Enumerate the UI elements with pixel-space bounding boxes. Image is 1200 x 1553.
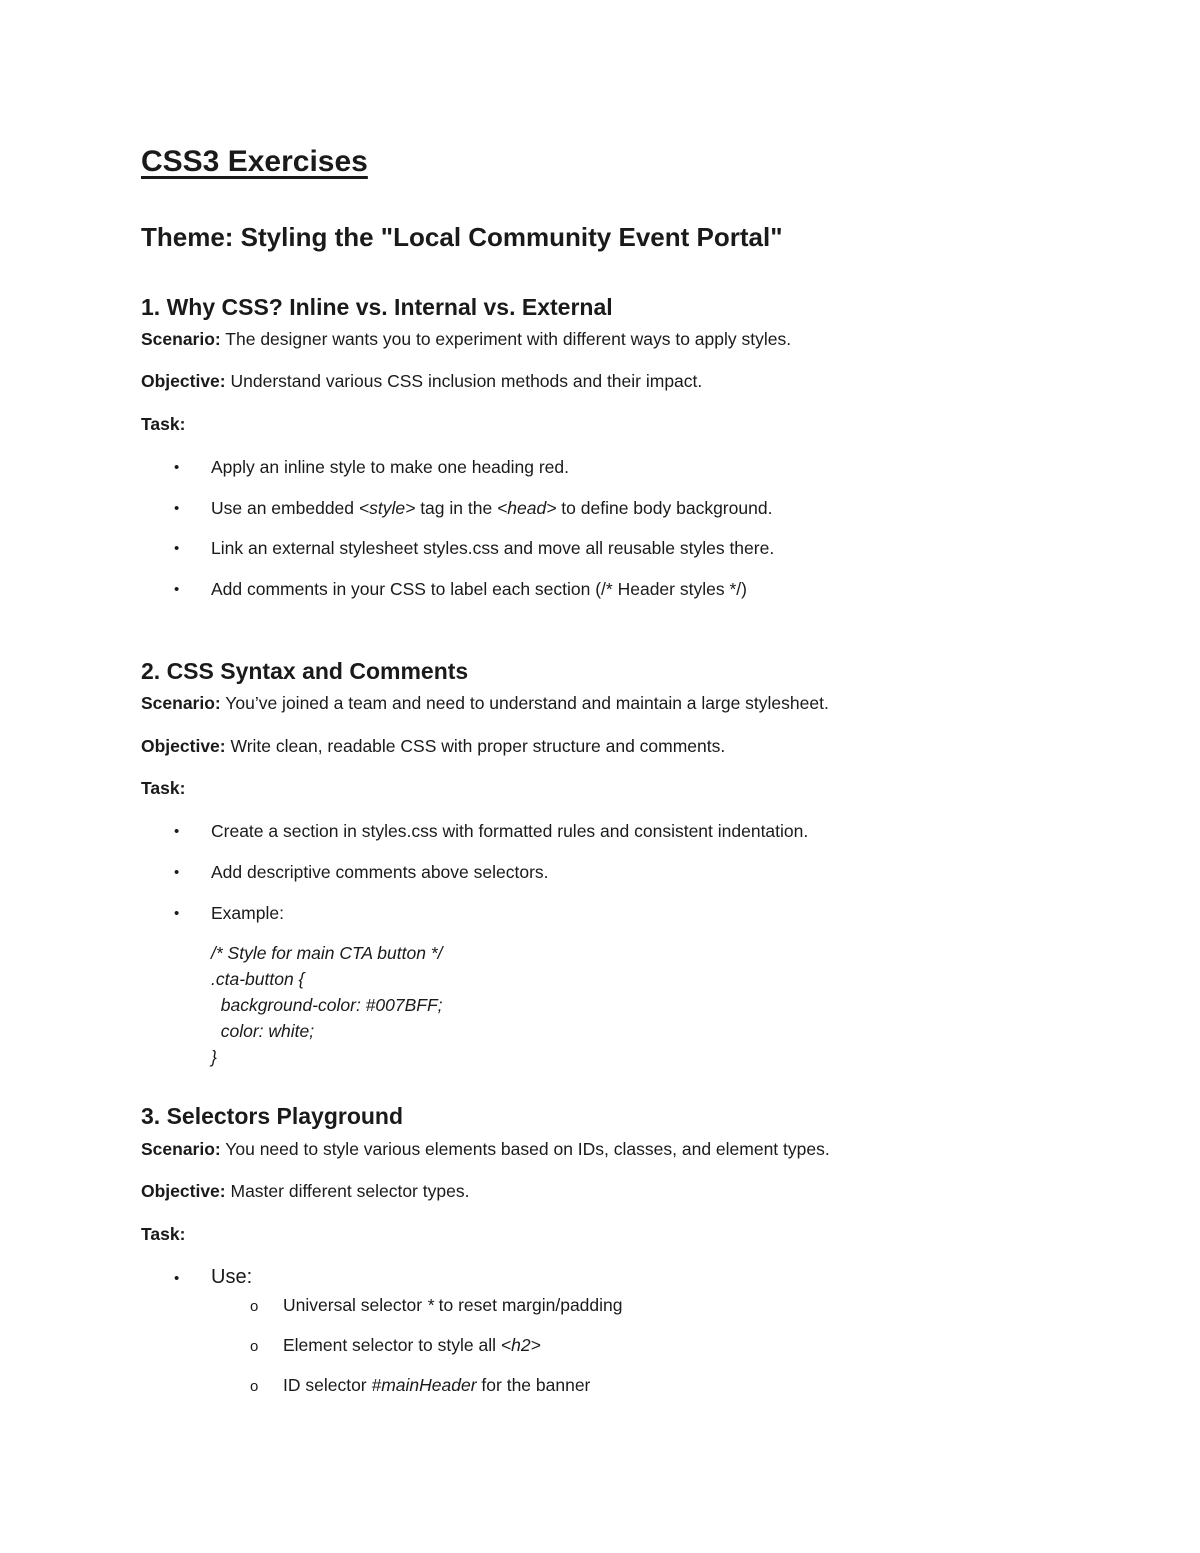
section-1-objective	[141, 371, 702, 392]
sub-list-item: Element selector to style all <h2>	[283, 1335, 541, 1355]
code-example	[211, 940, 443, 1070]
list-item: Example:	[211, 903, 284, 923]
bullet-icon: •	[174, 864, 180, 881]
scenario-label: Scenario:	[141, 1139, 221, 1159]
objective-label: Objective:	[141, 736, 226, 756]
list-item: Link an external stylesheet styles.css and move all reusable styles there.	[211, 538, 775, 558]
sub-list-item: Universal selector * to reset margin/padding	[283, 1295, 623, 1315]
code-line: }	[211, 1047, 217, 1067]
list-item: Apply an inline style to make one heading red.	[211, 457, 570, 477]
section-2-heading: 2. CSS Syntax and Comments	[141, 658, 469, 684]
section-3-scenario	[141, 1139, 830, 1160]
list-item: Use an embedded <style> tag in the <head> to define body background.	[211, 498, 773, 518]
objective-text: Master different selector types.	[225, 1181, 470, 1201]
sub-bullet-icon: o	[250, 1378, 259, 1395]
scenario-label: Scenario:	[141, 693, 221, 713]
section-2-objective	[141, 736, 725, 757]
scenario-text: You need to style various elements based on IDs, classes, and element types.	[220, 1139, 830, 1159]
section-1-heading: 1. Why CSS? Inline vs. Internal vs. External	[141, 294, 613, 320]
code-line: background-color: #007BFF;	[211, 995, 443, 1015]
code-line: color: white;	[211, 1021, 315, 1041]
section-2-scenario	[141, 693, 829, 714]
section-3-heading: 3. Selectors Playground	[141, 1103, 404, 1129]
sub-bullet-icon: o	[250, 1298, 259, 1315]
scenario-text: You’ve joined a team and need to understand and maintain a large stylesheet.	[220, 693, 829, 713]
bullet-icon: •	[174, 581, 180, 598]
list-item: Use:	[211, 1266, 253, 1288]
bullet-icon: •	[174, 540, 180, 557]
section-2-task-label: Task:	[141, 778, 186, 798]
sub-list-item: ID selector #mainHeader for the banner	[283, 1375, 591, 1395]
scenario-text: The designer wants you to experiment with different ways to apply styles.	[220, 329, 792, 349]
section-3-task-label: Task:	[141, 1224, 186, 1244]
list-item: Add comments in your CSS to label each section (/* Header styles */)	[211, 579, 747, 599]
document-title: CSS3 Exercises	[141, 145, 368, 178]
sub-bullet-icon: o	[250, 1338, 259, 1355]
objective-text: Write clean, readable CSS with proper structure and comments.	[225, 736, 726, 756]
code-line: /* Style for main CTA button */	[211, 943, 443, 963]
list-item: Create a section in styles.css with formatted rules and consistent indentation.	[211, 821, 809, 841]
section-1-task-label: Task:	[141, 414, 186, 434]
bullet-icon: •	[174, 459, 180, 476]
bullet-icon: •	[174, 1270, 180, 1287]
section-1-scenario	[141, 329, 791, 350]
bullet-icon: •	[174, 905, 180, 922]
theme-heading: Theme: Styling the "Local Community Event Portal"	[141, 222, 783, 252]
list-item: Add descriptive comments above selectors.	[211, 862, 549, 882]
scenario-label: Scenario:	[141, 329, 221, 349]
objective-label: Objective:	[141, 371, 226, 391]
section-3-objective	[141, 1181, 469, 1202]
code-line: .cta-button {	[211, 969, 305, 989]
bullet-icon: •	[174, 823, 180, 840]
objective-text: Understand various CSS inclusion methods and their impact.	[225, 371, 703, 391]
objective-label: Objective:	[141, 1181, 226, 1201]
bullet-icon: •	[174, 500, 180, 517]
